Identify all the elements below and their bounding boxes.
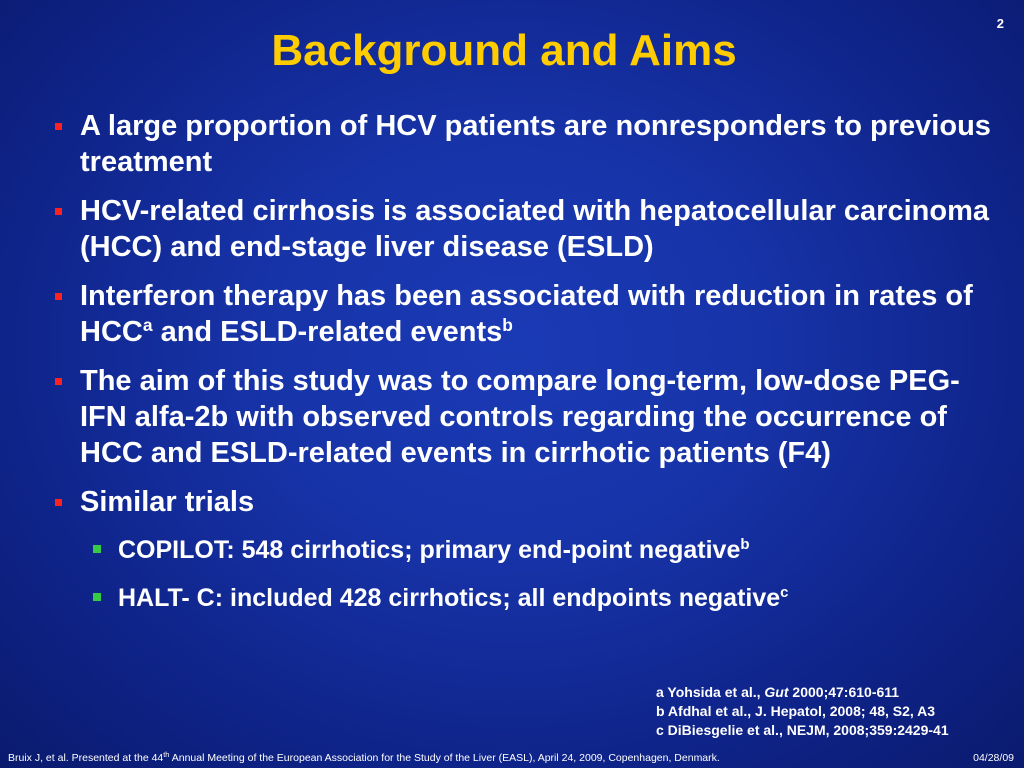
bullet-item xyxy=(52,363,992,471)
sub-bullet-item xyxy=(91,581,992,615)
footer-text: Annual Meeting of the European Association for the Study of the Liver (EASL), April 24, 2009, Copenhagen, Denmark. xyxy=(169,752,720,764)
reference-item: c DiBiesgelie et al., NEJM, 2008;359:2429-41 xyxy=(656,722,949,738)
slide-title: Background and Aims xyxy=(271,26,737,75)
bullet-item xyxy=(52,193,992,265)
bullet-square-icon xyxy=(55,208,62,215)
bullet-square-icon xyxy=(55,499,62,506)
bullet-item xyxy=(52,484,992,520)
footnote-marker: b xyxy=(740,536,750,553)
bullet-text: Interferon therapy has been associated with reduction in rates of HCC xyxy=(80,280,973,348)
sub-bullet-square-icon xyxy=(93,593,101,601)
footer-date: 04/28/09 xyxy=(973,752,1014,764)
slide-number: 2 xyxy=(996,16,1004,31)
reference-text: 2000;47:610-611 xyxy=(788,684,900,700)
sub-bullet-item xyxy=(91,533,992,567)
footnote-marker: a xyxy=(142,314,153,335)
bullet-list xyxy=(52,108,992,629)
footnote-marker: c xyxy=(780,584,789,601)
reference-text: a Yohsida et al., xyxy=(656,684,765,700)
bullet-text: A large proportion of HCV patients are nonresponders to previous treatment xyxy=(80,110,991,178)
footer-text: Bruix J, et al. Presented at the 44 xyxy=(8,752,164,764)
bullet-item xyxy=(52,108,992,180)
footer-citation xyxy=(8,752,720,764)
bullet-square-icon xyxy=(55,378,62,385)
bullet-text: The aim of this study was to compare long-term, low-dose PEG-IFN alfa-2b with observed controls regarding the occurrence of HCC and ESLD-related events in cirrhotic patients (F4) xyxy=(80,365,960,469)
bullet-text: and ESLD-related events xyxy=(152,316,503,348)
sub-bullet-text: COPILOT: 548 cirrhotics; primary end-point negative xyxy=(118,536,741,564)
sub-bullet-text: HALT- C: included 428 cirrhotics; all endpoints negative xyxy=(118,584,781,612)
reference-journal: Gut xyxy=(764,684,789,700)
bullet-text: Similar trials xyxy=(80,486,255,518)
bullet-square-icon xyxy=(55,123,62,130)
footer-superscript: th xyxy=(163,750,170,760)
references xyxy=(656,683,949,740)
footnote-marker: b xyxy=(502,314,513,335)
bullet-square-icon xyxy=(55,293,62,300)
reference-item: b Afdhal et al., J. Hepatol, 2008; 48, S2, A3 xyxy=(656,703,936,719)
reference-item xyxy=(656,683,949,702)
sub-bullet-square-icon xyxy=(93,545,101,553)
bullet-item xyxy=(52,278,992,350)
bullet-text: HCV-related cirrhosis is associated with hepatocellular carcinoma (HCC) and end-stage liver disease (ESLD) xyxy=(80,195,989,263)
